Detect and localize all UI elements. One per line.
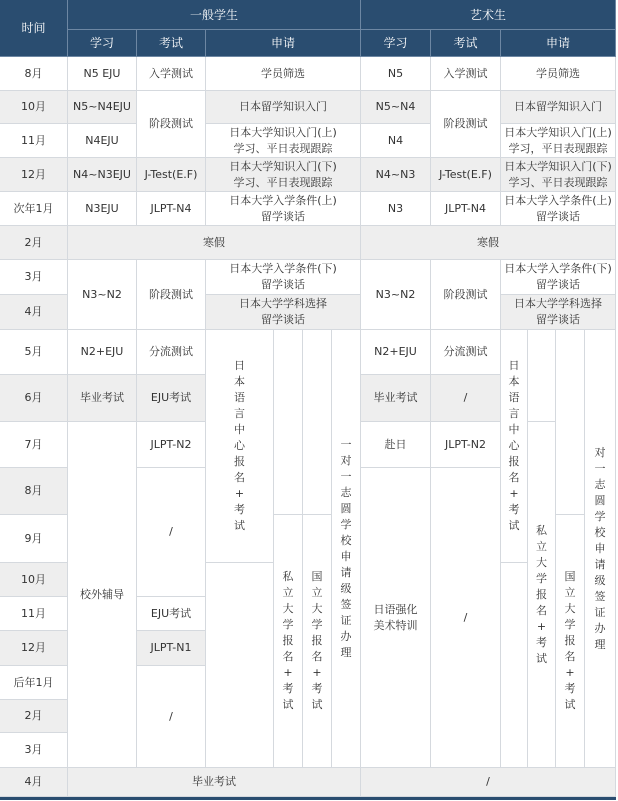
header-apply-text: 申请 [270, 36, 295, 50]
general-study-cell [68, 422, 137, 768]
month-cell-text: 8月 [24, 66, 43, 80]
general-visa-application [332, 330, 361, 768]
art-national-university-char: + [565, 666, 575, 679]
bottom-border [0, 797, 616, 800]
general-national-university-char: 立 [311, 586, 323, 599]
art-study-cell [361, 375, 431, 422]
art-exam-cell [431, 91, 501, 158]
general-study-cell [68, 192, 137, 226]
art-private-university-char: 考 [536, 635, 547, 649]
art-private-university-char: 名 [536, 603, 547, 617]
month-cell [0, 226, 68, 260]
general-exam-cell [137, 631, 206, 666]
general-private-university-char: 报 [282, 634, 294, 647]
art-national-university-char: 考 [564, 682, 576, 695]
header-art-exam-text: 考试 [453, 36, 478, 50]
month-cell [0, 91, 68, 124]
month-cell [0, 515, 68, 563]
art-study-cell-text: N2+EJU [374, 345, 417, 358]
general-visa-application-char: 一 [340, 437, 352, 451]
header-art-text: 艺术生 [469, 7, 506, 22]
month-cell [0, 700, 68, 733]
art-study-cell [361, 330, 431, 375]
month-cell-text: 2月 [24, 235, 43, 249]
general-visa-application-char: 志 [340, 485, 352, 499]
general-apply-cell [206, 260, 361, 295]
art-apply-cell-text: 日本大学入学条件(下) [504, 262, 612, 275]
general-language-center-char: 心 [234, 439, 245, 452]
art-private-university-char: 私 [536, 523, 547, 537]
art-language-center-char: 报 [508, 455, 520, 468]
general-visa-application-char: 申 [340, 549, 352, 563]
general-study-cell-text: N3EJU [85, 201, 119, 215]
art-national-university-char: 学 [564, 618, 576, 631]
general-national-university-char: 考 [311, 682, 323, 695]
general-final-exam [68, 768, 361, 797]
art-visa-application-char: 圆 [594, 493, 606, 507]
art-exam-cell [431, 158, 501, 192]
header-general-text: 一般学生 [189, 7, 238, 22]
art-private-university-char: 学 [536, 571, 547, 585]
general-apply-cell [206, 192, 361, 226]
general-visa-application-char: 对 [340, 453, 352, 467]
art-study-cell-text: N3 [387, 201, 404, 215]
month-cell-text: 后年1月 [13, 675, 54, 689]
general-private-university-char: 试 [282, 698, 294, 711]
general-language-center-char: 名 [234, 471, 245, 484]
month-cell-text: 12月 [21, 641, 46, 654]
general-apply-cell [206, 295, 361, 330]
general-study-cell-text: 校外辅导 [80, 587, 124, 601]
art-exam-cell-text: 入学测试 [443, 66, 488, 80]
month-cell [0, 124, 68, 158]
general-exam-cell [137, 260, 206, 330]
header-general [68, 0, 361, 30]
month-cell [0, 192, 68, 226]
general-study-cell [68, 260, 137, 330]
art-study-cell-text: 美术特训 [373, 618, 418, 632]
art-language-center-char: 试 [508, 519, 520, 532]
month-cell-text: 次年1月 [13, 201, 54, 215]
general-national-university-char: 学 [311, 618, 323, 631]
art-exam-cell [431, 330, 501, 375]
header-study-text: 学习 [89, 36, 114, 50]
general-exam-cell [137, 468, 206, 597]
art-language-center-char: 名 [508, 471, 520, 484]
art-exam-cell-text: 阶段测试 [443, 117, 488, 130]
general-exam-cell-text: / [169, 525, 173, 538]
art-language-center-char: 日 [508, 359, 520, 372]
art-apply-cell-text: 日本大学学科选择 [514, 297, 602, 310]
general-visa-application-char: 校 [340, 533, 352, 547]
general-exam-cell [137, 666, 206, 768]
header-art-exam [431, 30, 501, 57]
general-study-cell [68, 57, 137, 91]
art-private-empty [528, 330, 556, 422]
art-language-center-char: 考 [508, 503, 520, 516]
general-exam-cell-text: JLPT-N2 [150, 437, 192, 451]
month-cell-text: 10月 [21, 572, 46, 586]
general-language-center-char: 言 [234, 407, 245, 420]
general-language-center-char: 试 [234, 519, 245, 532]
month-cell [0, 295, 68, 330]
art-apply-cell-text: 学习、平日表现跟踪 [508, 175, 608, 189]
general-exam-cell-text: JLPT-N1 [150, 641, 192, 654]
art-study-cell [361, 91, 431, 124]
general-study-cell-text: N2+EJU [80, 345, 124, 358]
art-visa-application-char: 签 [594, 589, 606, 603]
month-cell-text: 6月 [24, 391, 43, 404]
art-exam-cell [431, 422, 501, 468]
general-study-cell [68, 330, 137, 375]
header-time [0, 0, 68, 57]
month-cell-text: 12月 [21, 167, 46, 181]
general-visa-application-char: 理 [340, 645, 352, 659]
general-exam-cell-text: 阶段测试 [149, 117, 193, 130]
art-apply-cell [501, 57, 616, 91]
art-apply-cell-text: 日本留学知识入门 [514, 100, 602, 113]
art-national-university-char: 大 [564, 602, 576, 615]
general-language-center-char: 日 [234, 359, 245, 372]
month-cell [0, 597, 68, 631]
art-apply-cell-text: 日本大学知识入门(上) [504, 125, 612, 139]
art-visa-application [585, 330, 616, 768]
month-cell-text: 5月 [24, 345, 43, 358]
header-apply [206, 30, 361, 57]
art-study-cell [361, 260, 431, 330]
general-private-empty [274, 330, 303, 515]
month-cell-text: 4月 [24, 305, 43, 318]
art-visa-application-char: 请 [594, 557, 606, 571]
general-apply-cell-text: 留学谈话 [261, 278, 305, 291]
art-study-cell [361, 57, 431, 91]
art-exam-cell-text: / [463, 610, 468, 624]
art-apply-cell-text: 留学谈话 [536, 278, 580, 291]
general-visa-application-char: 证 [340, 613, 352, 627]
general-apply-cell-text: 日本大学知识入门(下) [229, 159, 337, 173]
art-exam-cell-text: 分流测试 [443, 345, 488, 358]
general-private-university-char: 大 [282, 602, 294, 615]
general-apply-cell [206, 124, 361, 158]
art-study-cell [361, 422, 431, 468]
general-final-exam-text: 毕业考试 [192, 775, 236, 788]
art-study-cell [361, 468, 431, 768]
general-study-cell-text: N3~N2 [82, 287, 122, 301]
art-exam-cell-text: / [463, 391, 468, 404]
art-language-center-char: 言 [508, 407, 520, 420]
art-study-cell-text: N5~N4 [375, 100, 416, 113]
art-final-exam [361, 768, 616, 797]
art-national-university-char: 名 [564, 650, 576, 663]
art-winter-break [361, 226, 616, 260]
general-visa-application-char: 办 [340, 629, 352, 643]
general-national-university [303, 515, 332, 768]
general-exam-cell [137, 158, 206, 192]
art-exam-cell [431, 260, 501, 330]
month-cell-text: 8月 [24, 484, 43, 497]
general-private-university-char: 名 [282, 650, 294, 663]
general-exam-cell-text: 阶段测试 [149, 287, 193, 301]
month-cell [0, 768, 68, 797]
month-cell-text: 9月 [24, 531, 43, 545]
general-apply-cell [206, 91, 361, 124]
month-cell [0, 631, 68, 666]
art-study-cell-text: N3~N2 [375, 287, 416, 301]
month-cell-text: 3月 [24, 743, 43, 756]
art-private-university-char: 大 [536, 555, 547, 569]
month-cell-text: 4月 [24, 775, 43, 788]
art-apply-cell-text: 学习，平日表现跟踪 [508, 141, 608, 155]
art-study-cell-text: N4~N3 [375, 167, 416, 181]
art-exam-cell-text: J-Test(E.F) [439, 167, 492, 181]
header-art-study-text: 学习 [383, 36, 408, 50]
art-language-center-char: 本 [508, 375, 520, 388]
general-language-center-char: + [234, 487, 245, 500]
header-art-study [361, 30, 431, 57]
general-national-university-char: 名 [311, 650, 323, 663]
art-private-university-char: 试 [536, 651, 547, 665]
header-study [68, 30, 137, 57]
general-exam-cell-text: J-Test(E.F) [144, 167, 198, 181]
general-exam-cell [137, 422, 206, 468]
general-apply-cell-text: 日本留学知识入门 [239, 100, 327, 113]
general-exam-cell-text: JLPT-N4 [150, 201, 192, 215]
art-apply-cell-text: 学员筛选 [536, 66, 580, 80]
art-national-university-char: 试 [564, 698, 576, 711]
art-visa-application-char: 校 [594, 525, 606, 539]
art-language-center-char: + [509, 487, 519, 500]
month-cell [0, 468, 68, 515]
art-exam-cell [431, 375, 501, 422]
general-winter-break [68, 226, 361, 260]
general-study-cell [68, 375, 137, 422]
art-study-cell [361, 124, 431, 158]
art-apply-cell-text: 日本大学入学条件(上) [504, 193, 612, 207]
art-apply-cell [501, 91, 616, 124]
art-private-university-char: 立 [536, 539, 547, 553]
art-visa-application-char: 级 [594, 573, 606, 587]
month-cell [0, 666, 68, 700]
art-visa-application-char: 学 [594, 509, 606, 523]
general-national-university-char: 试 [311, 698, 323, 711]
month-cell [0, 330, 68, 375]
art-exam-cell [431, 192, 501, 226]
general-language-center [206, 330, 274, 563]
art-national-university [556, 515, 585, 768]
art-national-university-char: 立 [564, 586, 576, 599]
general-exam-cell [137, 375, 206, 422]
art-visa-application-char: 理 [594, 637, 606, 651]
general-exam-cell [137, 330, 206, 375]
art-apply-cell [501, 158, 616, 192]
general-exam-cell-text: EJU考试 [150, 606, 192, 620]
month-cell-text: 11月 [21, 606, 46, 620]
general-apply-cell [206, 57, 361, 91]
month-cell-text: 3月 [24, 270, 43, 283]
general-national-university-char: 国 [311, 570, 323, 583]
general-private-university-char: 私 [282, 570, 294, 583]
general-apply-cell-text: 日本大学入学条件(上) [229, 193, 337, 207]
art-visa-application-char: 一 [594, 461, 606, 475]
art-apply-cell [501, 124, 616, 158]
general-visa-application-char: 圆 [340, 501, 352, 515]
general-language-center-char: 中 [234, 423, 245, 436]
month-cell-text: 11月 [21, 133, 46, 147]
general-private-university [274, 515, 303, 768]
art-visa-application-char: 办 [594, 621, 606, 635]
general-apply-cell-text: 学习、平日表现跟踪 [233, 175, 333, 189]
general-language-empty [206, 563, 274, 768]
art-study-cell-text: N4 [387, 133, 404, 147]
general-study-cell-text: N5~N4EJU [73, 100, 131, 113]
month-cell-text: 10月 [21, 100, 46, 113]
general-exam-cell [137, 91, 206, 158]
general-exam-cell-text: / [169, 709, 173, 723]
art-national-university-char: 国 [564, 570, 576, 583]
art-final-exam-text: / [486, 775, 490, 788]
general-apply-cell-text: 学习、平日表现跟踪 [233, 141, 333, 155]
art-study-cell-text: 日语强化 [373, 602, 418, 616]
general-national-university-char: + [312, 666, 322, 679]
art-exam-cell-text: JLPT-N4 [445, 201, 486, 215]
general-apply-cell-text: 学员筛选 [261, 66, 305, 80]
general-apply-cell-text: 日本大学知识入门(上) [229, 125, 337, 139]
general-apply-cell [206, 158, 361, 192]
month-cell [0, 260, 68, 295]
art-apply-cell [501, 192, 616, 226]
month-cell [0, 422, 68, 468]
header-time-text: 时间 [21, 21, 46, 35]
month-cell [0, 733, 68, 768]
general-visa-application-char: 请 [340, 565, 352, 579]
art-study-cell-text: 赴日 [384, 437, 407, 451]
art-visa-application-char: 志 [594, 477, 606, 491]
general-apply-cell-text: 留学谈话 [261, 313, 305, 326]
general-national-university-char: 报 [311, 634, 323, 647]
general-study-cell-text: N4~N3EJU [73, 167, 131, 181]
art-apply-cell [501, 295, 616, 330]
art-study-cell [361, 158, 431, 192]
art-private-university-char: + [536, 619, 547, 633]
art-private-university-char: 报 [536, 587, 547, 601]
art-visa-application-char: 申 [594, 541, 606, 555]
header-art-apply [501, 30, 616, 57]
general-language-center-char: 报 [234, 455, 245, 468]
art-exam-cell [431, 468, 501, 768]
art-winter-break-text: 寒假 [477, 235, 499, 249]
month-cell [0, 57, 68, 91]
art-study-cell-text: 毕业考试 [373, 391, 418, 404]
general-exam-cell [137, 57, 206, 91]
general-visa-application-char: 一 [340, 469, 352, 483]
art-visa-application-char: 对 [594, 445, 606, 459]
art-national-university-char: 报 [564, 634, 576, 647]
general-apply-cell-text: 留学谈话 [261, 209, 305, 223]
general-private-university-char: + [283, 666, 293, 679]
general-exam-cell-text: EJU考试 [150, 391, 192, 404]
general-national-empty [303, 330, 332, 515]
general-apply-cell-text: 日本大学学科选择 [239, 297, 327, 310]
general-winter-break-text: 寒假 [203, 235, 225, 249]
art-apply-cell [501, 260, 616, 295]
month-cell-text: 2月 [24, 709, 43, 722]
art-visa-application-char: 证 [594, 605, 606, 619]
general-study-cell-text: N5 EJU [83, 66, 121, 80]
general-exam-cell-text: 分流测试 [149, 345, 193, 358]
general-visa-application-char: 级 [340, 581, 352, 595]
month-cell-text: 7月 [24, 437, 43, 451]
general-study-cell [68, 124, 137, 158]
header-art-apply-text: 申请 [545, 36, 570, 50]
month-cell [0, 375, 68, 422]
general-language-center-char: 语 [234, 391, 245, 404]
general-study-cell-text: 毕业考试 [80, 391, 124, 404]
general-exam-cell [137, 192, 206, 226]
art-language-empty [501, 563, 528, 768]
general-national-university-char: 大 [311, 602, 323, 615]
month-cell [0, 563, 68, 597]
general-study-cell-text: N4EJU [85, 133, 119, 147]
general-private-university-char: 立 [282, 586, 294, 599]
art-exam-cell-text: JLPT-N2 [445, 437, 486, 451]
header-art [361, 0, 616, 30]
general-visa-application-char: 签 [340, 597, 352, 611]
art-language-center-char: 心 [508, 439, 520, 452]
general-private-university-char: 考 [282, 682, 294, 695]
art-language-center-char: 中 [508, 423, 520, 436]
art-apply-cell-text: 留学谈话 [536, 209, 580, 223]
art-apply-cell-text: 留学谈话 [536, 313, 580, 326]
art-apply-cell-text: 日本大学知识入门(下) [504, 159, 612, 173]
general-apply-cell-text: 日本大学入学条件(下) [229, 262, 337, 275]
art-exam-cell [431, 57, 501, 91]
general-study-cell [68, 158, 137, 192]
art-national-empty [556, 330, 585, 515]
art-private-university [528, 422, 556, 768]
general-visa-application-char: 学 [340, 517, 352, 531]
general-exam-cell-text: 入学测试 [149, 66, 193, 80]
art-language-center [501, 330, 528, 563]
art-exam-cell-text: 阶段测试 [443, 287, 488, 301]
general-study-cell [68, 91, 137, 124]
general-exam-cell [137, 597, 206, 631]
art-study-cell [361, 192, 431, 226]
general-language-center-char: 考 [234, 503, 245, 516]
general-language-center-char: 本 [234, 375, 245, 388]
art-study-cell-text: N5 [387, 66, 404, 80]
header-exam [137, 30, 206, 57]
general-private-university-char: 学 [282, 618, 294, 631]
month-cell [0, 158, 68, 192]
art-language-center-char: 语 [508, 391, 520, 404]
header-exam-text: 考试 [158, 36, 183, 50]
